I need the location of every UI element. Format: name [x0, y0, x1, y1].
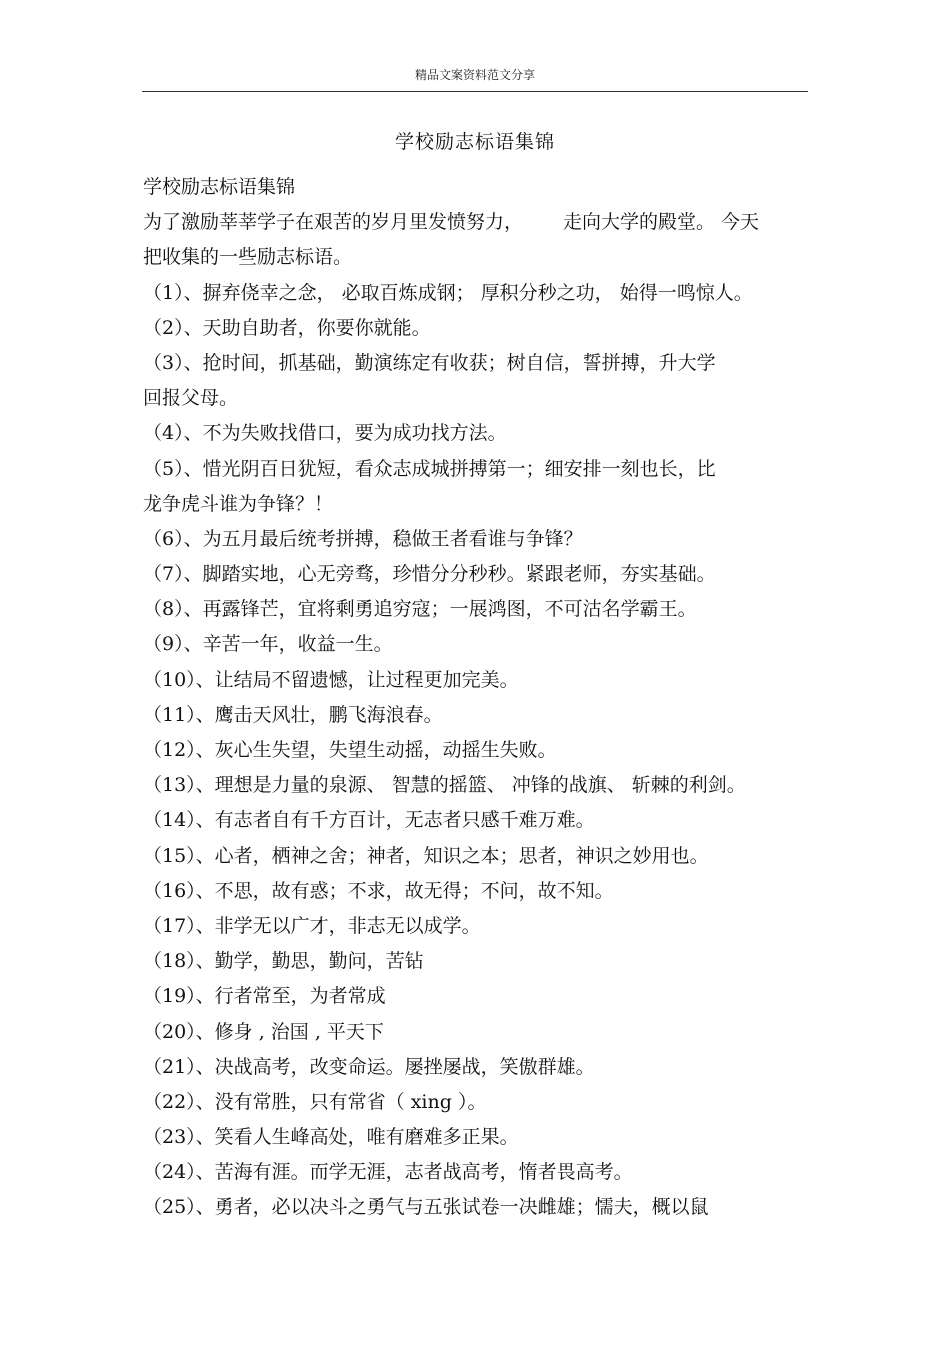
list-item: （9）、辛苦一年，收益一生。: [143, 633, 393, 656]
page-header: 精品文案资料范文分享: [414, 68, 535, 82]
list-item: （12）、灰心生失望，失望生动摇，动摇生失败。: [143, 739, 557, 761]
list-item: 回报父母。: [143, 387, 239, 410]
document-body: [143, 170, 813, 1226]
list-item: （14）、有志者自有千方百计，无志者只感千难万难。: [143, 809, 595, 832]
list-item: （17）、非学无以广才，非志无以成学。: [143, 914, 481, 937]
list-item: （18）、勤学，勤思，勤问，苦钻: [143, 950, 424, 973]
item-list: [143, 276, 813, 1226]
intro-line-2: 把收集的一些励志标语。: [143, 246, 353, 269]
list-item: （16）、不思，故有惑；不求，故无得；不问，故不知。: [143, 879, 614, 902]
intro-part-b: 走向大学的殿堂。 今天: [563, 211, 760, 234]
list-item: 龙争虎斗谁为争锋？！: [143, 492, 334, 515]
list-item: （15）、心者，栖神之舍；神者，知识之本；思者，神识之妙用也。: [143, 844, 709, 867]
subtitle: 学校励志标语集锦: [143, 176, 296, 198]
document-title: 学校励志标语集锦: [394, 131, 555, 153]
list-item: （5）、惜光阴百日犹短，看众志成城拼搏第一；细安排一刻也长，比: [143, 457, 716, 480]
list-item: （22）、没有常胜，只有常省（ xing ）。: [143, 1090, 487, 1113]
list-item: （4）、不为失败找借口，要为成功找方法。: [143, 422, 507, 445]
list-item: （19）、行者常至，为者常成: [143, 985, 386, 1008]
list-item: （1）、摒弃侥幸之念， 必取百炼成钢； 厚积分秒之功， 始得一鸣惊人。: [143, 281, 753, 304]
list-item: （7）、脚踏实地，心无旁骛，珍惜分分秒秒。紧跟老师，夯实基础。: [143, 563, 716, 586]
list-item: （24）、苦海有涯。而学无涯，志者战高考，惰者畏高考。: [143, 1161, 633, 1184]
list-item: （20）、修身 , 治国 , 平天下: [143, 1020, 384, 1043]
list-item: （2）、天助自助者，你要你就能。: [143, 316, 431, 339]
list-item: （8）、再露锋芒，宜将剩勇追穷寇；一展鸿图，不可沽名学霸王。: [143, 598, 697, 621]
list-item: （11）、鹰击天风壮，鹏飞海浪春。: [143, 703, 443, 726]
list-item: （21）、决战高考，改变命运。屡挫屡战，笑傲群雄。: [143, 1055, 595, 1078]
list-item: （3）、抢时间，抓基础，勤演练定有收获；树自信，誓拼搏，升大学: [143, 351, 716, 374]
list-item: （6）、为五月最后统考拼搏，稳做王者看谁与争锋？: [143, 527, 583, 550]
list-item: （23）、笑看人生峰高处，唯有磨难多正果。: [143, 1126, 519, 1149]
list-item: （10）、让结局不留遗憾，让过程更加完美。: [143, 668, 519, 691]
intro-line-1: [143, 205, 813, 240]
list-item: （13）、理想是力量的泉源、 智慧的摇篮、 冲锋的战旗、 斩棘的利剑。: [143, 774, 746, 797]
header-rule: [142, 91, 808, 92]
list-item: （25）、勇者，必以决斗之勇气与五张试卷一决雌雄；懦夫，概以鼠: [143, 1196, 709, 1219]
intro-part-a: 为了激励莘莘学子在艰苦的岁月里发愤努力，: [143, 211, 524, 234]
